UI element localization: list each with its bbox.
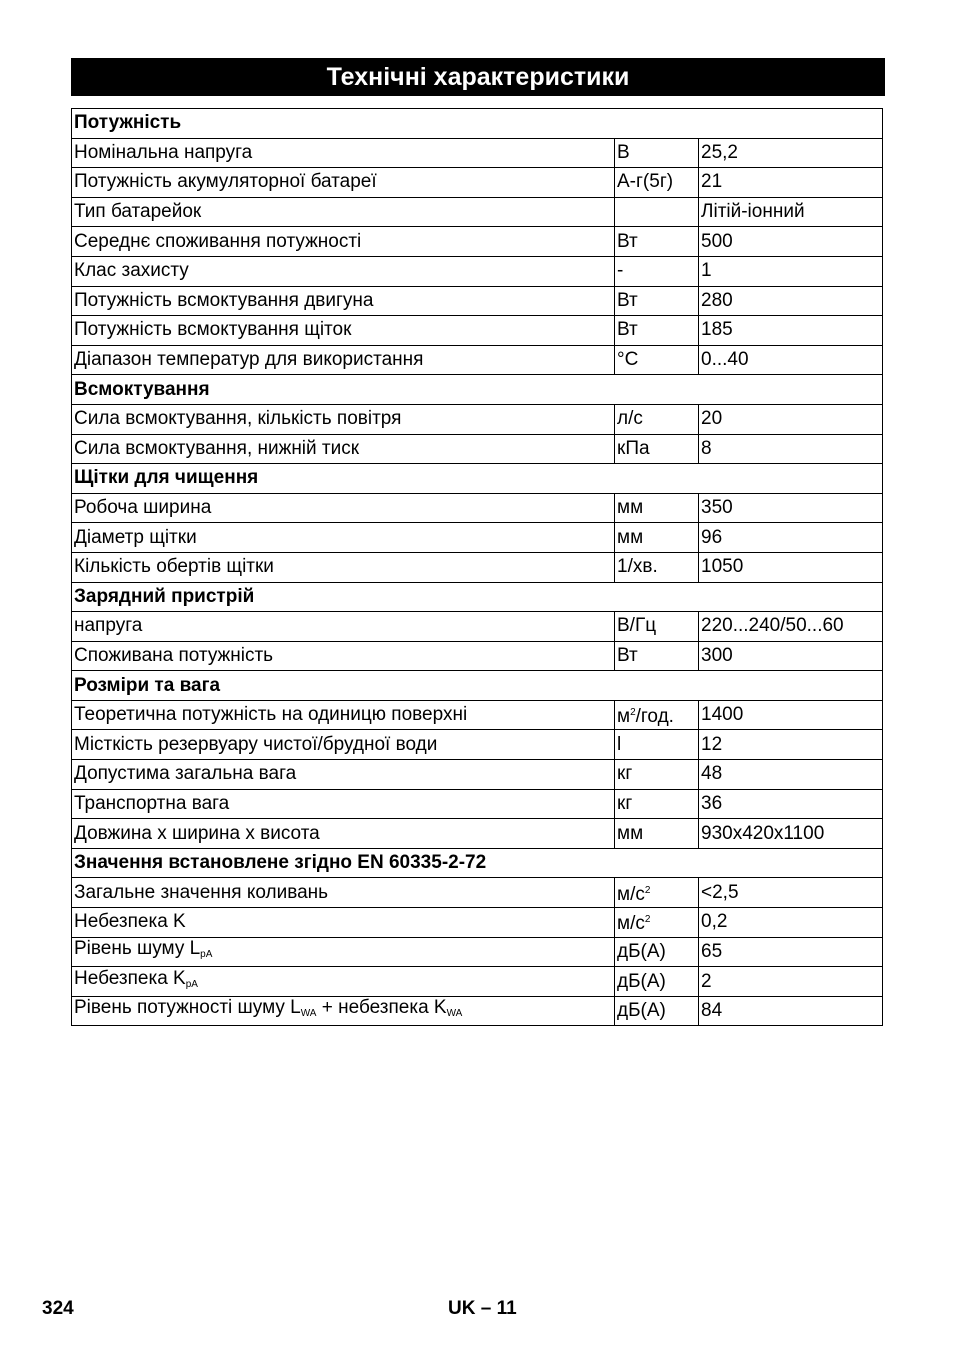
spec-unit: °C xyxy=(615,345,699,375)
spec-value: 36 xyxy=(699,789,883,819)
spec-unit: 1/хв. xyxy=(615,552,699,582)
spec-value: 2 xyxy=(699,967,883,997)
spec-value: 21 xyxy=(699,168,883,198)
spec-value: 20 xyxy=(699,404,883,434)
spec-value: 48 xyxy=(699,760,883,790)
table-row xyxy=(72,434,883,464)
spec-unit xyxy=(615,197,699,227)
table-row xyxy=(72,996,883,1026)
spec-value: <2,5 xyxy=(699,878,883,908)
unit-superscript: 2 xyxy=(630,707,636,719)
spec-label xyxy=(72,996,615,1026)
spec-label: Небезпека K xyxy=(72,908,615,938)
spec-label: Загальне значення коливань xyxy=(72,878,615,908)
spec-value: 930x420x1100 xyxy=(699,819,883,849)
spec-label: Тип батарейок xyxy=(72,197,615,227)
spec-unit: л/с xyxy=(615,404,699,434)
table-row xyxy=(72,612,883,642)
spec-unit: кПа xyxy=(615,434,699,464)
spec-unit: дБ(А) xyxy=(615,967,699,997)
table-row xyxy=(72,641,883,671)
spec-unit: кг xyxy=(615,760,699,790)
table-row xyxy=(72,552,883,582)
spec-value: 1400 xyxy=(699,700,883,730)
spec-unit: А-г(5г) xyxy=(615,168,699,198)
section-heading: Всмоктування xyxy=(72,375,883,405)
unit-base: м/с xyxy=(617,913,645,935)
spec-value: 350 xyxy=(699,493,883,523)
spec-value: 280 xyxy=(699,286,883,316)
table-row xyxy=(72,168,883,198)
spec-value: 0...40 xyxy=(699,345,883,375)
spec-unit: Вт xyxy=(615,316,699,346)
spec-label: Транспортна вага xyxy=(72,789,615,819)
spec-value: 500 xyxy=(699,227,883,257)
section-dimensions xyxy=(72,671,883,701)
spec-unit: Вт xyxy=(615,641,699,671)
spec-unit: - xyxy=(615,256,699,286)
spec-label: Місткість резервуару чистої/брудної води xyxy=(72,730,615,760)
spec-label: Робоча ширина xyxy=(72,493,615,523)
spec-value: 1 xyxy=(699,256,883,286)
table-row xyxy=(72,316,883,346)
table-row xyxy=(72,138,883,168)
table-row xyxy=(72,937,883,967)
section-charger xyxy=(72,582,883,612)
section-heading: Розміри та вага xyxy=(72,671,883,701)
table-row xyxy=(72,197,883,227)
section-heading: Значення встановлене згідно EN 60335-2-72 xyxy=(72,848,883,878)
table-row xyxy=(72,819,883,849)
table-row xyxy=(72,286,883,316)
table-row xyxy=(72,404,883,434)
unit-suffix: /год. xyxy=(635,706,674,728)
spec-value: Літій-іонний xyxy=(699,197,883,227)
table-row xyxy=(72,227,883,257)
spec-label: Номінальна напруга xyxy=(72,138,615,168)
section-heading: Щітки для чищення xyxy=(72,464,883,494)
table-row xyxy=(72,730,883,760)
spec-label: напруга xyxy=(72,612,615,642)
spec-label: Теоретична потужність на одиницю поверхні xyxy=(72,700,615,730)
spec-value: 84 xyxy=(699,996,883,1026)
table-row xyxy=(72,523,883,553)
spec-unit: l xyxy=(615,730,699,760)
spec-label: Потужність всмоктування щіток xyxy=(72,316,615,346)
spec-value: 25,2 xyxy=(699,138,883,168)
spec-value: 1050 xyxy=(699,552,883,582)
unit-superscript: 2 xyxy=(644,914,651,926)
label-text: Рівень шуму L xyxy=(74,937,201,959)
label-subscript: WA xyxy=(300,1008,317,1020)
section-suction xyxy=(72,375,883,405)
spec-unit: мм xyxy=(615,819,699,849)
spec-label xyxy=(72,937,615,967)
spec-unit: мм xyxy=(615,493,699,523)
unit-base: м xyxy=(617,706,631,728)
table-row xyxy=(72,256,883,286)
spec-value: 96 xyxy=(699,523,883,553)
spec-value: 8 xyxy=(699,434,883,464)
label-subscript: WA xyxy=(446,1008,463,1020)
unit-base: м/с xyxy=(617,883,645,905)
section-brushes xyxy=(72,464,883,494)
section-power xyxy=(72,109,883,139)
unit-superscript: 2 xyxy=(644,884,651,896)
spec-unit: кг xyxy=(615,789,699,819)
table-row xyxy=(72,908,883,938)
spec-label: Діаметр щітки xyxy=(72,523,615,553)
table-row xyxy=(72,760,883,790)
spec-label: Потужність акумуляторної батареї xyxy=(72,168,615,198)
spec-value: 12 xyxy=(699,730,883,760)
section-heading: Потужність xyxy=(72,109,883,139)
spec-label: Допустима загальна вага xyxy=(72,760,615,790)
label-text: + небезпека K xyxy=(316,997,447,1019)
spec-label: Середнє споживання потужності xyxy=(72,227,615,257)
spec-label: Сила всмоктування, нижній тиск xyxy=(72,434,615,464)
label-subscript: pA xyxy=(200,948,213,960)
spec-value: 65 xyxy=(699,937,883,967)
spec-label: Сила всмоктування, кількість повітря xyxy=(72,404,615,434)
label-subscript: pA xyxy=(185,978,198,990)
spec-unit xyxy=(615,700,699,730)
spec-value: 300 xyxy=(699,641,883,671)
section-heading: Зарядний пристрій xyxy=(72,582,883,612)
table-row xyxy=(72,967,883,997)
spec-unit xyxy=(615,878,699,908)
spec-label: Діапазон температур для використання xyxy=(72,345,615,375)
spec-label xyxy=(72,967,615,997)
spec-unit: В/Гц xyxy=(615,612,699,642)
spec-label: Клас захисту xyxy=(72,256,615,286)
table-row xyxy=(72,493,883,523)
spec-label: Споживана потужність xyxy=(72,641,615,671)
spec-unit: дБ(А) xyxy=(615,996,699,1026)
table-row xyxy=(72,789,883,819)
label-text: Небезпека K xyxy=(74,967,186,989)
table-row xyxy=(72,878,883,908)
spec-table xyxy=(71,108,883,1026)
spec-unit: мм xyxy=(615,523,699,553)
spec-value: 185 xyxy=(699,316,883,346)
page-title: Технічні характеристики xyxy=(71,58,885,96)
spec-unit: дБ(А) xyxy=(615,937,699,967)
table-row xyxy=(72,700,883,730)
page-number: 324 xyxy=(42,1298,74,1319)
spec-value: 220...240/50...60 xyxy=(699,612,883,642)
spec-unit: Вт xyxy=(615,227,699,257)
spec-label: Кількість обертів щітки xyxy=(72,552,615,582)
section-en-values xyxy=(72,848,883,878)
spec-label: Довжина х ширина х висота xyxy=(72,819,615,849)
spec-label: Потужність всмоктування двигуна xyxy=(72,286,615,316)
table-row xyxy=(72,345,883,375)
page-code: UK – 11 xyxy=(448,1298,517,1319)
spec-unit xyxy=(615,908,699,938)
spec-unit: В xyxy=(615,138,699,168)
spec-value: 0,2 xyxy=(699,908,883,938)
label-text: Рівень потужності шуму L xyxy=(74,997,301,1019)
spec-unit: Вт xyxy=(615,286,699,316)
